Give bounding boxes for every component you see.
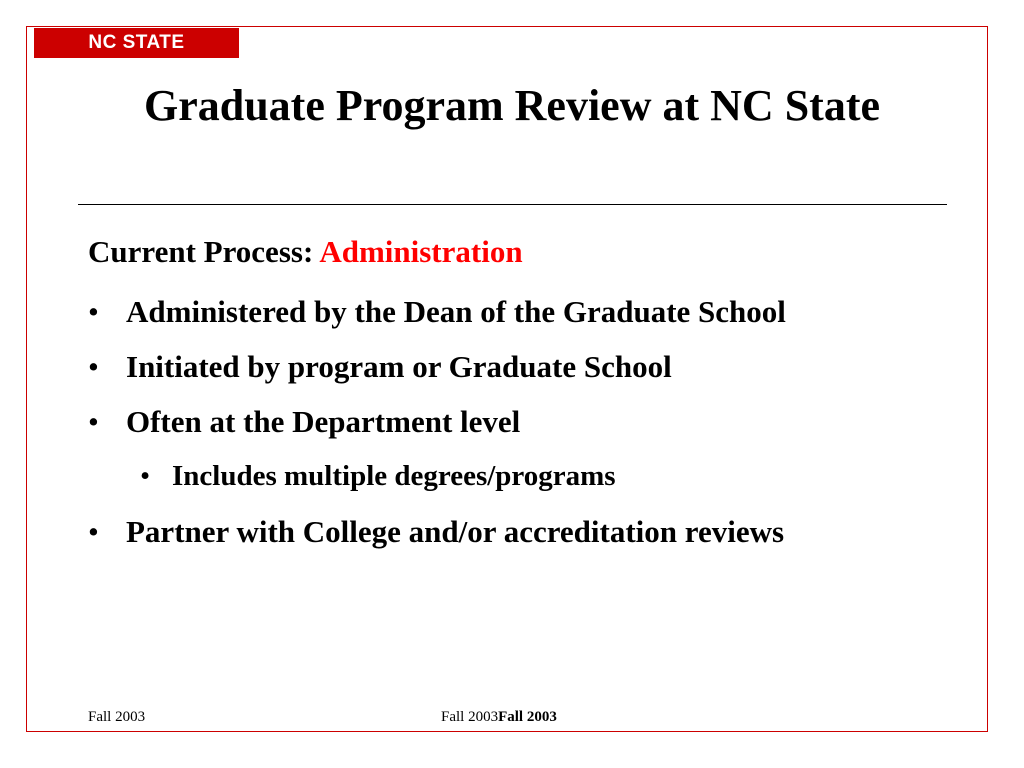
footer-date-center: Fall 2003Fall 2003 bbox=[441, 709, 557, 725]
footer-date-left: Fall 2003 bbox=[88, 709, 146, 725]
bullet-list bbox=[88, 290, 908, 565]
heading-prefix: Current Process: bbox=[88, 234, 320, 269]
bullet-item: • Often at the Department level bbox=[88, 400, 908, 443]
nc-state-logo: NC STATE UNIVERSITY bbox=[34, 28, 239, 58]
bullet-item: • Partner with College and/or accreditation reviews bbox=[88, 510, 908, 553]
bullet-item: • Initiated by program or Graduate School bbox=[88, 345, 908, 388]
bullet-item: • Administered by the Dean of the Graduate School bbox=[88, 290, 908, 333]
slide-title: Graduate Program Review at NC State bbox=[143, 81, 880, 130]
section-heading bbox=[88, 232, 523, 272]
title-divider bbox=[78, 204, 947, 205]
heading-accent: Administration bbox=[319, 234, 523, 269]
sub-bullet-item: • Includes multiple degrees/programs bbox=[88, 455, 908, 498]
